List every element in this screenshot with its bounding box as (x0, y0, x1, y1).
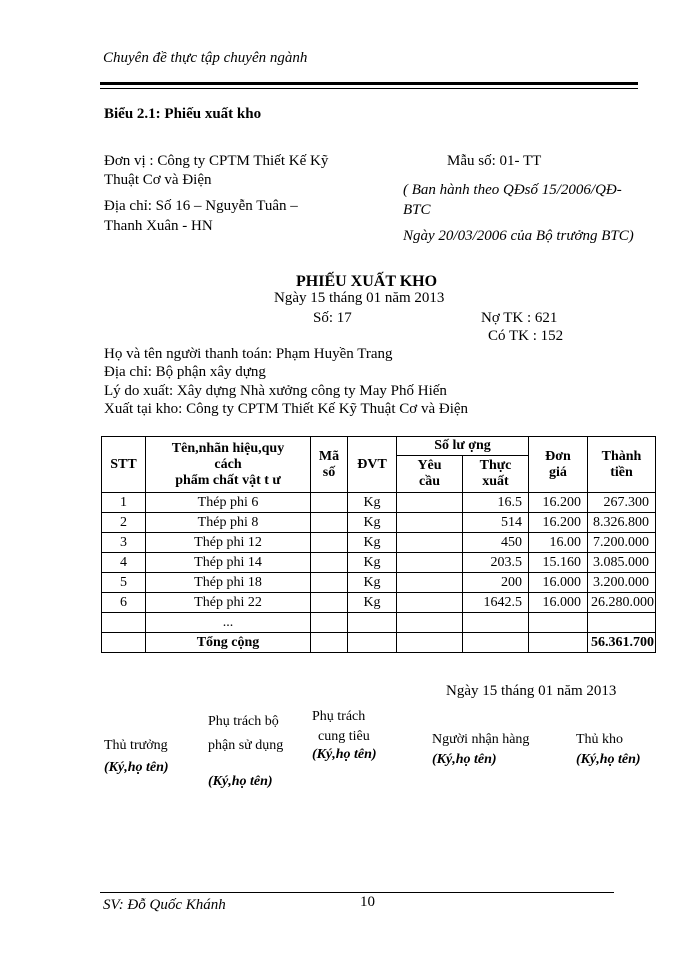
cell-amount: 7.200.000 (588, 533, 656, 553)
table-cell (588, 613, 656, 633)
cell-amount: 3.200.000 (588, 573, 656, 593)
footer-student: SV: Đỗ Quốc Khánh (103, 897, 226, 913)
document-date: Ngày 15 tháng 01 năm 2013 (274, 290, 445, 306)
warehouse-line: Xuất tại kho: Công ty CPTM Thiết Kế Kỹ Thuật Cơ và Điện (104, 401, 469, 417)
total-label: Tổng cộng (146, 633, 311, 653)
cell-qty: 514 (463, 513, 529, 533)
cell-qty: 200 (463, 573, 529, 593)
table-cell (529, 613, 588, 633)
dept-signature (208, 714, 283, 790)
header-price (529, 437, 588, 493)
storekeeper-sign-note: (Ký,họ tên) (576, 752, 641, 767)
cell-code (311, 493, 348, 513)
cell-stt: 3 (102, 533, 146, 553)
header-requested-line-2: cầu (419, 474, 440, 489)
cell-unit: Kg (348, 513, 397, 533)
header-actual-line-1: Thực (479, 458, 512, 473)
table-cell (463, 633, 529, 653)
director-signature (104, 738, 169, 776)
cell-req (397, 533, 463, 553)
credit-account: Có TK : 152 (488, 328, 564, 344)
cell-name: Thép phi 8 (146, 513, 311, 533)
header-actual (463, 456, 529, 493)
reason-line: Lý do xuất: Xây dựng Nhà xưởng công ty May Phố Hiến (104, 383, 447, 399)
cell-price: 16.00 (529, 533, 588, 553)
cell-unit: Kg (348, 493, 397, 513)
header-code-line-1: Mã (318, 448, 340, 464)
table-cell (102, 613, 146, 633)
issued-line-1: ( Ban hành theo QĐsố 15/2006/QĐ- (403, 182, 622, 198)
cell-qty: 450 (463, 533, 529, 553)
cell-amount: 26.280.000 (588, 593, 656, 613)
cell-name: Thép phi 6 (146, 493, 311, 513)
storekeeper-title: Thủ kho (576, 732, 624, 747)
signature-date: Ngày 15 tháng 01 năm 2013 (446, 683, 617, 699)
address-line-1: Địa chỉ: Số 16 – Nguyễn Tuân – (104, 198, 298, 214)
cell-price: 16.200 (529, 493, 588, 513)
cell-stt: 5 (102, 573, 146, 593)
storekeeper-signature (576, 732, 641, 768)
address-line-2: Thanh Xuân - HN (104, 218, 213, 234)
cell-name: Thép phi 14 (146, 553, 311, 573)
header-unit: ĐVT (348, 437, 397, 493)
receiver-title: Người nhận hàng (432, 732, 530, 747)
cell-stt: 2 (102, 513, 146, 533)
cell-qty: 203.5 (463, 553, 529, 573)
header-code (311, 437, 348, 493)
cell-qty: 16.5 (463, 493, 529, 513)
cell-qty: 1642.5 (463, 593, 529, 613)
header-rule-thin (100, 88, 638, 89)
header-rule-thick (100, 82, 638, 85)
cell-code (311, 573, 348, 593)
table-cell (348, 633, 397, 653)
running-header-title: Chuyên đề thực tập chuyên ngành (103, 50, 308, 66)
cell-amount: 3.085.000 (588, 553, 656, 573)
cell-code (311, 513, 348, 533)
cell-name: Thép phi 12 (146, 533, 311, 553)
cell-req (397, 593, 463, 613)
cell-price: 15.160 (529, 553, 588, 573)
table-row (102, 533, 656, 553)
header-price-line-1: Đơn (545, 448, 571, 464)
header-code-line-2: số (322, 464, 336, 480)
total-amount: 56.361.700 (588, 633, 656, 653)
cell-code (311, 533, 348, 553)
cell-req (397, 553, 463, 573)
payer-line: Họ và tên người thanh toán: Phạm Huyền Trang (104, 346, 393, 362)
dept-sign-note: (Ký,họ tên) (208, 774, 273, 789)
cell-price: 16.200 (529, 513, 588, 533)
goods-issue-table (101, 436, 656, 653)
form-number: Mẫu số: 01- TT (447, 153, 542, 169)
table-header-row-1 (102, 437, 656, 456)
document-number: Số: 17 (313, 310, 352, 326)
header-name (146, 437, 311, 493)
header-amount: Thành tiền (588, 437, 656, 493)
table-cell (348, 613, 397, 633)
director-title: Thủ trưởng (104, 738, 168, 753)
header-stt: STT (102, 437, 146, 493)
table-row (102, 573, 656, 593)
document-title: PHIẾU XUẤT KHO (296, 273, 438, 290)
table-row (102, 493, 656, 513)
cell-code (311, 593, 348, 613)
receiver-signature (432, 732, 529, 768)
table-row (102, 593, 656, 613)
table-row-ellipsis (102, 613, 656, 633)
debit-account: Nợ TK : 621 (481, 310, 558, 326)
table-cell (311, 633, 348, 653)
figure-label: Biểu 2.1: Phiếu xuất kho (104, 106, 262, 122)
unit-line-1: Đơn vị : Công ty CPTM Thiết Kế Kỹ (104, 153, 329, 169)
issued-line-2: BTC (403, 202, 431, 218)
cell-amount: 267.300 (588, 493, 656, 513)
cell-unit: Kg (348, 533, 397, 553)
table-cell (102, 633, 146, 653)
table-row (102, 553, 656, 573)
cell-stt: 4 (102, 553, 146, 573)
cell-price: 16.000 (529, 573, 588, 593)
header-requested (397, 456, 463, 493)
receiver-sign-note: (Ký,họ tên) (432, 752, 497, 767)
cell-req (397, 513, 463, 533)
header-price-line-2: giá (549, 464, 567, 480)
supply-sign-note: (Ký,họ tên) (312, 747, 377, 762)
footer-rule (100, 892, 614, 893)
table-row-total (102, 633, 656, 653)
cell-amount: 8.326.800 (588, 513, 656, 533)
table-row (102, 513, 656, 533)
supply-title-line-1: Phụ trách (312, 709, 366, 724)
page-number: 10 (360, 894, 375, 910)
cell-stt: 1 (102, 493, 146, 513)
dept-title-line-1: Phụ trách bộ (208, 714, 279, 729)
unit-line-2: Thuật Cơ và Điện (104, 172, 212, 188)
header-name-line-1: Tên,nhãn hiệu,quy (171, 440, 285, 456)
table-cell (397, 613, 463, 633)
header-quantity: Số lư ợng (397, 437, 529, 456)
cell-name: Thép phi 22 (146, 593, 311, 613)
dept-title-line-2: phận sử dụng (208, 738, 284, 753)
supply-title-line-2: cung tiêu (318, 729, 370, 744)
issued-line-3: Ngày 20/03/2006 của Bộ trưởng BTC) (403, 228, 634, 244)
cell-req (397, 573, 463, 593)
header-name-line-2: cách (214, 456, 242, 472)
supply-signature (312, 709, 377, 763)
director-sign-note: (Ký,họ tên) (104, 760, 169, 775)
table-cell (529, 633, 588, 653)
table-cell (311, 613, 348, 633)
cell-unit: Kg (348, 573, 397, 593)
cell-unit: Kg (348, 593, 397, 613)
address-info-line: Địa chỉ: Bộ phận xây dựng (104, 364, 266, 380)
cell-price: 16.000 (529, 593, 588, 613)
cell-name: Thép phi 18 (146, 573, 311, 593)
header-name-line-3: phẩm chất vật t ư (175, 472, 281, 488)
header-requested-line-1: Yêu (417, 458, 442, 473)
ellipsis-cell: ... (146, 613, 311, 633)
cell-req (397, 493, 463, 513)
cell-code (311, 553, 348, 573)
cell-unit: Kg (348, 553, 397, 573)
header-actual-line-2: xuất (482, 474, 509, 489)
table-cell (463, 613, 529, 633)
cell-stt: 6 (102, 593, 146, 613)
table-cell (397, 633, 463, 653)
